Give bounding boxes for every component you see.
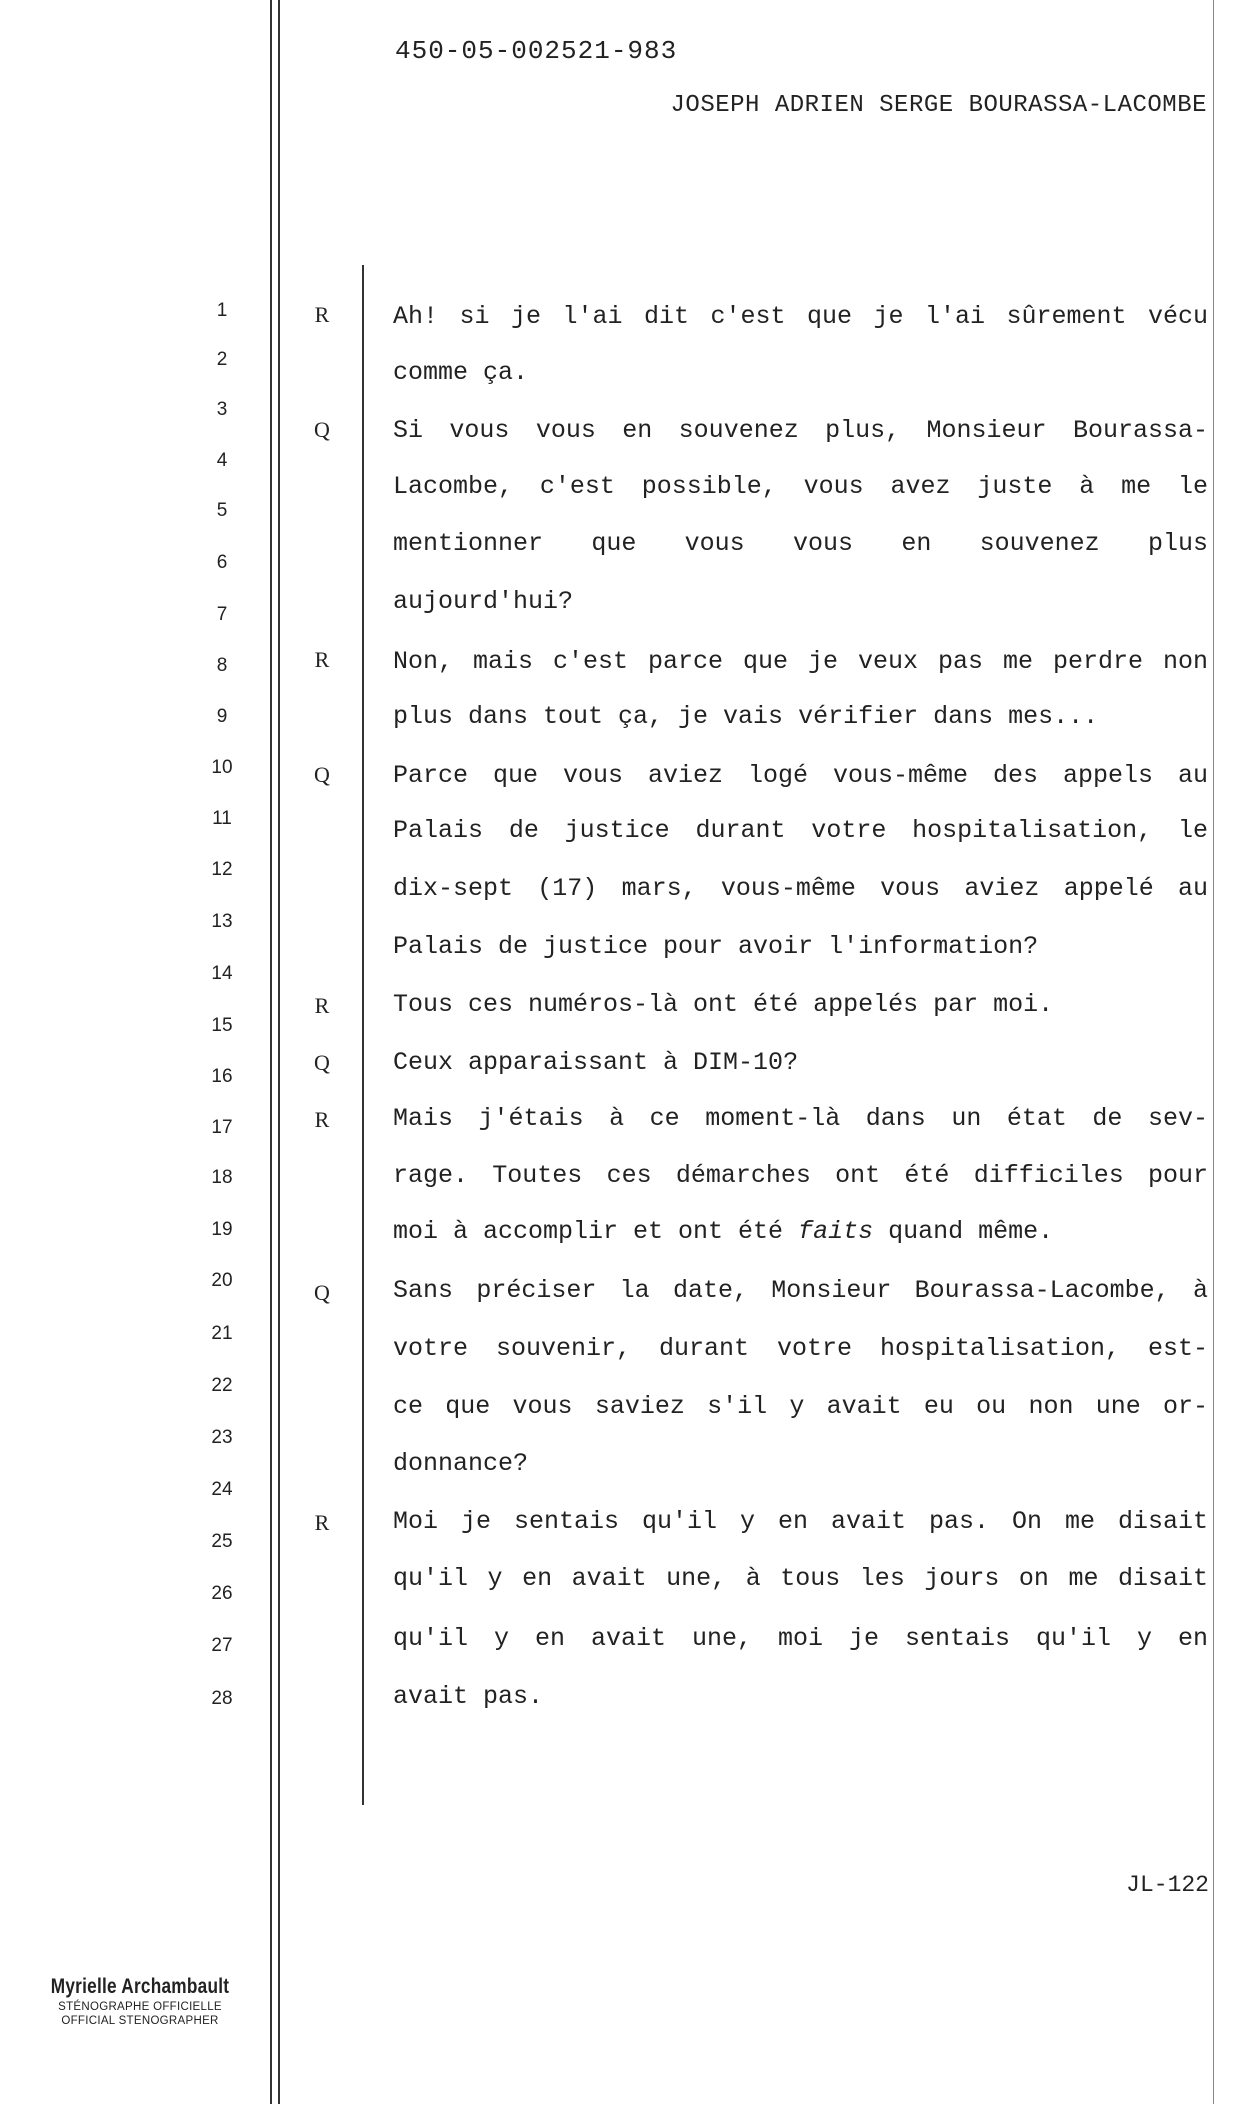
transcript-text: moi à accomplir et ont été [393, 1217, 784, 1246]
line-number: 28 [211, 1688, 233, 1709]
transcript-line: rage. Toutes ces démarches ont été difficiles pour [393, 1161, 1208, 1190]
transcript-line: Lacombe, c'est possible, vous avez juste à me le [393, 472, 1208, 501]
line-number: 1 [216, 300, 228, 321]
line-number: 23 [211, 1427, 233, 1448]
speaker-marker: R [314, 993, 330, 1018]
line-number: 24 [211, 1479, 233, 1500]
transcript-line: plus dans tout ça, je vais vérifier dans mes... [393, 702, 1099, 731]
case-number: 450-05-002521-983 [395, 36, 678, 66]
line-number: 6 [216, 552, 228, 573]
transcript-line: Sans préciser la date, Monsieur Bourassa-Lacombe, à [393, 1276, 1208, 1305]
speaker-marker: R [314, 647, 330, 672]
transcript-line: aujourd'hui? [393, 587, 574, 616]
transcript-line: comme ça. [393, 358, 529, 387]
transcript-line: avait pas. [393, 1682, 544, 1711]
stenographer-stamp [30, 1975, 250, 2027]
left-margin-rule-outer [270, 0, 272, 2104]
speaker-marker: Q [314, 1280, 330, 1305]
transcript-line: Moi je sentais qu'il y en avait pas. On me disait [393, 1507, 1208, 1536]
line-number: 20 [211, 1270, 233, 1291]
line-number: 26 [211, 1583, 233, 1604]
line-number: 8 [216, 655, 228, 676]
line-number: 19 [211, 1219, 233, 1240]
transcript-line-with-italic [393, 1215, 1208, 1249]
transcript-line: Palais de justice pour avoir l'information? [393, 932, 1039, 961]
transcript-line: mentionner que vous vous en souvenez plus [393, 529, 1208, 558]
line-number: 27 [211, 1635, 233, 1656]
transcript-line: ce que vous saviez s'il y avait eu ou non une or- [393, 1392, 1208, 1421]
transcript-line: qu'il y en avait une, à tous les jours on me disait [393, 1564, 1208, 1593]
line-number: 15 [211, 1015, 233, 1036]
speaker-marker: R [314, 302, 330, 327]
line-number: 9 [216, 706, 228, 727]
line-number: 16 [211, 1066, 233, 1087]
stenographer-title-en: OFFICIAL STENOGRAPHER [61, 2015, 219, 2027]
transcript-line: dix-sept (17) mars, vous-même vous aviez appelé au [393, 874, 1208, 903]
right-margin-rule [1213, 0, 1214, 2104]
witness-name: JOSEPH ADRIEN SERGE BOURASSA-LACOMBE [670, 92, 1207, 119]
line-number: 21 [211, 1323, 233, 1344]
stenographer-title-fr: STÉNOGRAPHE OFFICIELLE [58, 2001, 222, 2013]
line-number: 11 [212, 808, 232, 829]
transcript-line: qu'il y en avait une, moi je sentais qu'il y en [393, 1624, 1208, 1653]
transcript-line: donnance? [393, 1449, 529, 1478]
line-number: 25 [211, 1531, 233, 1552]
line-number: 2 [216, 349, 228, 370]
transcript-line: votre souvenir, durant votre hospitalisation, est- [393, 1334, 1208, 1363]
line-number: 13 [211, 911, 233, 932]
line-number: 17 [211, 1117, 233, 1138]
speaker-marker: R [314, 1510, 330, 1535]
speaker-marker: Q [314, 417, 330, 442]
line-number: 12 [211, 859, 233, 880]
line-number: 18 [211, 1167, 233, 1188]
line-number: 7 [216, 604, 228, 625]
line-number: 22 [211, 1375, 233, 1396]
transcript-line: Si vous vous en souvenez plus, Monsieur Bourassa- [393, 416, 1208, 445]
transcript-line: Parce que vous aviez logé vous-même des appels au [393, 761, 1208, 790]
transcript-line: Ah! si je l'ai dit c'est que je l'ai sûrement vécu [393, 302, 1208, 331]
transcript-text: quand même. [888, 1217, 1054, 1246]
line-number: 14 [211, 963, 233, 984]
line-number: 3 [216, 399, 228, 420]
transcript-line: Palais de justice durant votre hospitalisation, le [393, 816, 1208, 845]
line-number: 5 [216, 500, 228, 521]
transcript-line: Non, mais c'est parce que je veux pas me perdre non [393, 647, 1208, 676]
page-reference: JL-122 [1126, 1872, 1209, 1898]
transcript-line: Tous ces numéros-là ont été appelés par moi. [393, 990, 1054, 1019]
italic-word: faits [798, 1217, 874, 1246]
speaker-marker: Q [314, 1050, 330, 1075]
left-margin-rule-inner [278, 0, 280, 2104]
speaker-marker: Q [314, 762, 330, 787]
line-number: 10 [211, 757, 233, 778]
line-number: 4 [216, 450, 228, 471]
speaker-column-rule [362, 265, 364, 1805]
stenographer-name: Myrielle Archambault [50, 1975, 230, 1998]
transcript-line: Mais j'étais à ce moment-là dans un état de sev- [393, 1104, 1208, 1133]
transcript-line: Ceux apparaissant à DIM-10? [393, 1048, 799, 1077]
speaker-marker: R [314, 1107, 330, 1132]
